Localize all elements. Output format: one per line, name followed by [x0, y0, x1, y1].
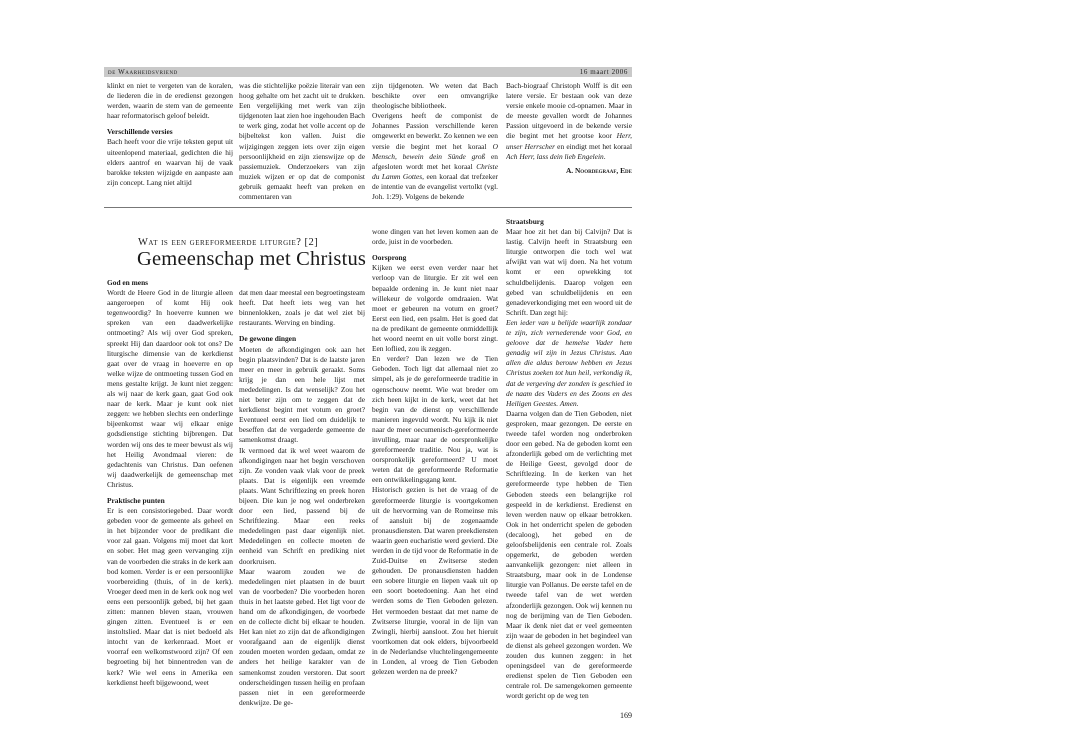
paragraph: Maar hoe zit het dan bij Calvijn? Dat is lastig. Calvijn heeft in Straatsburg een liturgie ontworpen die toch wel wat afwijkt van wat wij doen. Na het votum komt er een opwekking tot schuldbelijdenis. Daarop volgen een gebed van schuldbelijdenis en een genadeverkondiging met een woord uit de Schrift. Dan zegt hij: — [506, 227, 632, 317]
section-heading: Oorsprong — [372, 253, 407, 263]
paragraph: was die stichtelijke poëzie literair van een hoog gehalte om het zacht uit te drukken. Een vergelijking met werk van zijn tijdgenoten laat zien hoe ingehouden Bach te werk ging, zodat het volle accent op de bijbeltekst kon vallen. Juist die wijzigingen zeggen iets over zijn eigen persoonlijkheid en zijn zienswijze op de passiemuziek. Onderzoekers van zijn muziek wijzen er op dat de componist gebruik gemaakt heeft van preken en commentaren van — [239, 81, 365, 202]
article-column-1 — [107, 278, 233, 711]
section-heading: De gewone dingen — [239, 334, 297, 344]
paragraph: Moeten de afkondigingen ook aan het begin plaatsvinden? Dat is de laatste jaren meer en meer in gebruik geraakt. Soms krijg je dan een hele lijst met mededelingen. Is dat wenselijk? Zou het niet beter zijn om te zeggen dat de kerkdienst begint met votum en groet? Eventueel eerst een lied om duidelijk te beseffen dat de vergaderde gemeente de samenkomst draagt. Ik vermoed dat ik wel weet waarom de afkondigingen naar het begin verschoven zijn. Ze vonden vaak vlak voor de preek plaats. Dat is eigenlijk een vreemde plaats. Want Schriftlezing en preek horen bijeen. Die kun je nog wel onderbreken door een lied, passend bij de Schriftlezing. Maar een reeks mededelingen past daar eigenlijk niet. Mededelingen en collecte moeten de eenheid van Schrift en prediking niet doorkruisen. Maar waarom zouden we de mededelingen niet plaatsen in de buurt van de voorbeden? Die voorbeden horen thuis in het laatste gebed. Het ligt voor de hand om de afkondigingen, de voorbede en de collecte dicht bij elkaar te houden. Het kan niet zo zijn dat de afkondigingen voorafgaand aan de eigenlijk dienst zouden moeten worden gedaan, omdat ze anders het heilige karakter van de samenkomst zouden verstoren. Dat soort onderscheidingen tussen heilig en profaan passen niet in een gereformeerde denkwijze. De ge- — [239, 344, 365, 707]
article-column-2 — [239, 278, 365, 711]
quotation: Een ieder van u belijde waarlijk zondaar te zijn, zich vernederende voor God, en geloove dat de hemelse Vader hem genadig wil zijn in Jezus Christus. Aan allen die aldus berouw hebben en Jezus Christus zoeken tot hun heil, verkondig ik, dat de vergeving der zonden is geschied in de naam des Vaders en des Zoons en des Heiligen Geestes. Amen. — [506, 317, 632, 408]
paragraph: Er is een consistoriegebed. Daar wordt gebeden voor de gemeente als geheel en in het bijzonder voor de predikant die voor zal gaan. Volgens mij moet dat kort en sober. Het mag geen vervanging zijn van de voorbeden die straks in de kerk aan bod komen. Verder is er een persoonlijke voorbereiding (thuis, of in de kerk). Vroeger deed men in de kerk ook nog wel eens een persoonlijk gebed, bij het gaan zitten: mannen bleven staan, vrouwen gingen zitten. Eventueel is er een instoltslied. Maar dat is niet bedoeld als intocht van de kerkenraad. Moet er voorraf een welkomstwoord zijn? Of een begroeting bij het binnentreden van de kerk? Wie wel eens in Amerika een kerkdienst heeft bijgewoond, weet — [107, 506, 233, 687]
top-column-2 — [239, 81, 365, 205]
page-number: 169 — [620, 711, 632, 720]
paragraph: Daarna volgen dan de Tien Geboden, niet gesproken, maar gezongen. De eerste en tweede tafel worden nog onderbroken door een gebed. Na de geboden komt een afzonderlijk gebed om de verlichting met de Heilige Geest, gevolgd door de Schriftlezing. In de kerken van het gereformeerde type hebben de Tien Geboden steeds een belangrijke rol gespeeld in de kerkdienst. Eredienst en leven werden nauw op elkaar betrokken. Ook in het onderricht spelen de geboden (decaloog), het gebed en de geloofsbelijdenis een centrale rol. Zoals opgemerkt, de geboden werden aanvankelijk gezongen: niet alleen in Straatsburg, maar ook in de Londense liturgie van Pollanus. De eerste tafel en de tweede tafel van de wet werden afzonderlijk gezongen. Ook wij kennen nu nog de berijming van de Tien Geboden. Maar ik denk niet dat er veel gemeenten zijn waar de geboden in het begindeel van de dienst als geheel gezongen worden. We zouden dus kunnen zeggen: in het openingsdeel van de gereformeerde eredienst spelen de Tien Geboden een centrale rol. De samengekomen gemeente wordt gericht op de weg ten — [506, 408, 632, 701]
top-column-1 — [107, 81, 233, 205]
paragraph: dat men daar meestal een begroetingsteam heeft. Dat heeft iets weg van het binnenlokken, zoals je dat wel ziet bij restaurants. Werving en binding. — [239, 288, 365, 328]
article-column-4 — [506, 217, 632, 711]
article-kicker: Wat is een gereformeerde liturgie? [2] — [138, 237, 319, 248]
issue-date: 16 maart 2006 — [579, 68, 628, 76]
article-column-3 — [372, 217, 498, 711]
paragraph: klinkt en niet te vergeten van de koralen, de liederen die in de eredienst gezongen werden, waarin de stem van de gemeente haar reformatorisch geloof beleidt. — [107, 81, 233, 121]
section-heading: God en mens — [107, 278, 149, 287]
paragraph: Bach-biograaf Christoph Wolff is dit een latere versie. Er bestaan ook van deze versie enkele mooie cd-opnamen. Maar in de meeste gevallen wordt de Johannes Passion uitgevoerd in de bekende versie die begint met het grootse koor Herr, unser Herrscher en eindigt met het koraal Ach Herr, lass dein lieb Engelein. — [506, 81, 632, 161]
paragraph: Wordt de Heere God in de liturgie alleen aangeroepen of komt Hij ook tegenwoordig? In hoeverre kunnen we spreken van een daadwerkelijke ontmoeting? Als wij over God spreken, spreekt Hij dan daardoor ook tot ons? De liturgische dimensie van de kerkdienst gaat over de vraag in hoeverre en op welke wijze de ontmoeting tussen God en mens gestalte krijgt. Je kunt niet zeggen: als wij naar de kerk gaan, gaat God ook naar de kerk. Maar je kunt ook niet zeggen: we hebben slechts een onderlinge bijeenkomst waar wij elkaar enige godsdienstige stichting bijbrengen. Dat worden wij ons des te meer bewust als wij het Heilig Avondmaal vieren: de gedachtenis van Christus. Dan oefenen wij daadwerkelijk de gemeenschap met Christus. — [107, 288, 233, 489]
article-title: Gemeenschap met Christus — [137, 248, 367, 270]
section-divider — [104, 207, 632, 208]
paragraph: zijn tijdgenoten. We weten dat Bach beschikte over een omvangrijke theologische bibliotheek. — [372, 81, 498, 111]
magazine-name: de Waarheidsvriend — [108, 68, 178, 76]
paragraph: wone dingen van het leven komen aan de orde, juist in de voorbeden. — [372, 227, 498, 247]
paragraph: Bach heeft voor die vrije teksten geput uit uiteenlopend materiaal, gedichten die hij elders aantrof en waarvan hij de vaak barokke teksten wijzigde en aanpaste aan zijn concept. Lang niet altijd — [107, 137, 233, 187]
section-heading: Straatsburg — [506, 217, 544, 226]
section-heading: Verschillende versies — [107, 127, 173, 137]
top-column-3 — [372, 81, 498, 205]
running-header — [104, 67, 632, 77]
author-signature: A. Noordegraaf, Ede — [565, 165, 632, 175]
top-column-4 — [506, 81, 632, 205]
section-heading: Praktische punten — [107, 495, 165, 505]
paragraph: Kijken we eerst even verder naar het verloop van de liturgie. Er zit wel een bepaalde ordening in. Je kunt niet naar willekeur de volgorde omdraaien. Wat moet er gebeuren na votum en groet? Eerst een lied, een psalm. Het is goed dat na de predikant de gemeente onmiddellijk het woord neemt en uit volle borst zingt. Een loflied, zou ik zeggen. En verder? Dan lezen we de Tien Geboden. Toch ligt dat allemaal niet zo simpel, als je de gereformeerde traditie in ogenschouw neemt. Wie wat breder om zich heen kijkt in de kerk, weet dat het begin van de dienst op verschillende manieren ingevuld wordt. Nu kijk ik niet naar de meer oecumenisch-gereformeerde invulling, maar naar de oorspronkelijke gereformeerde traditie. Nou ja, wat is oorspronkelijk gereformeerd? U moet weten dat de gereformeerde Reformatie een ontwikkelingsgang kent. Historisch gezien is het de vraag of de gereformeerde liturgie is voortgekomen uit de hervorming van de Romeinse mis of aansluit bij de zogenaamde pronausdiensten. Dat waren preekdiensten waarin geen eucharistie werd gevierd. Die werden in de tijd voor de Reformatie in de Zuid-Duitse en Zwitserse steden gehouden. De pronausdiensten hadden een sobere liturgie en liepen vaak uit op een soort boetedoening. Aan het eind werden soms de Tien Geboden gelezen. Het vermoeden bestaat dat met name de Zwitserse liturgie, vooral in de lijn van Zwingli, hierbij aansloot. Zou het hieruit voortkomen dat ook elders, bijvoorbeeld in de Nederlandse vluchtelingengemeente in Londen, al vroeg de Tien Geboden gelezen werden na de preek? — [372, 263, 498, 677]
paragraph: Overigens heeft de componist de Johannes Passion verschillende keren omgewerkt en bewerkt. Zo kennen we een versie die begint met het koraal O Mensch, bewein dein Sünde groß en afgesloten wordt met het koraal Christe du Lamm Gottes, een koraal dat trefzeker de intentie van de evangelist vertolkt (vgl. Joh. 1:29). Volgens de bekende — [372, 111, 498, 202]
